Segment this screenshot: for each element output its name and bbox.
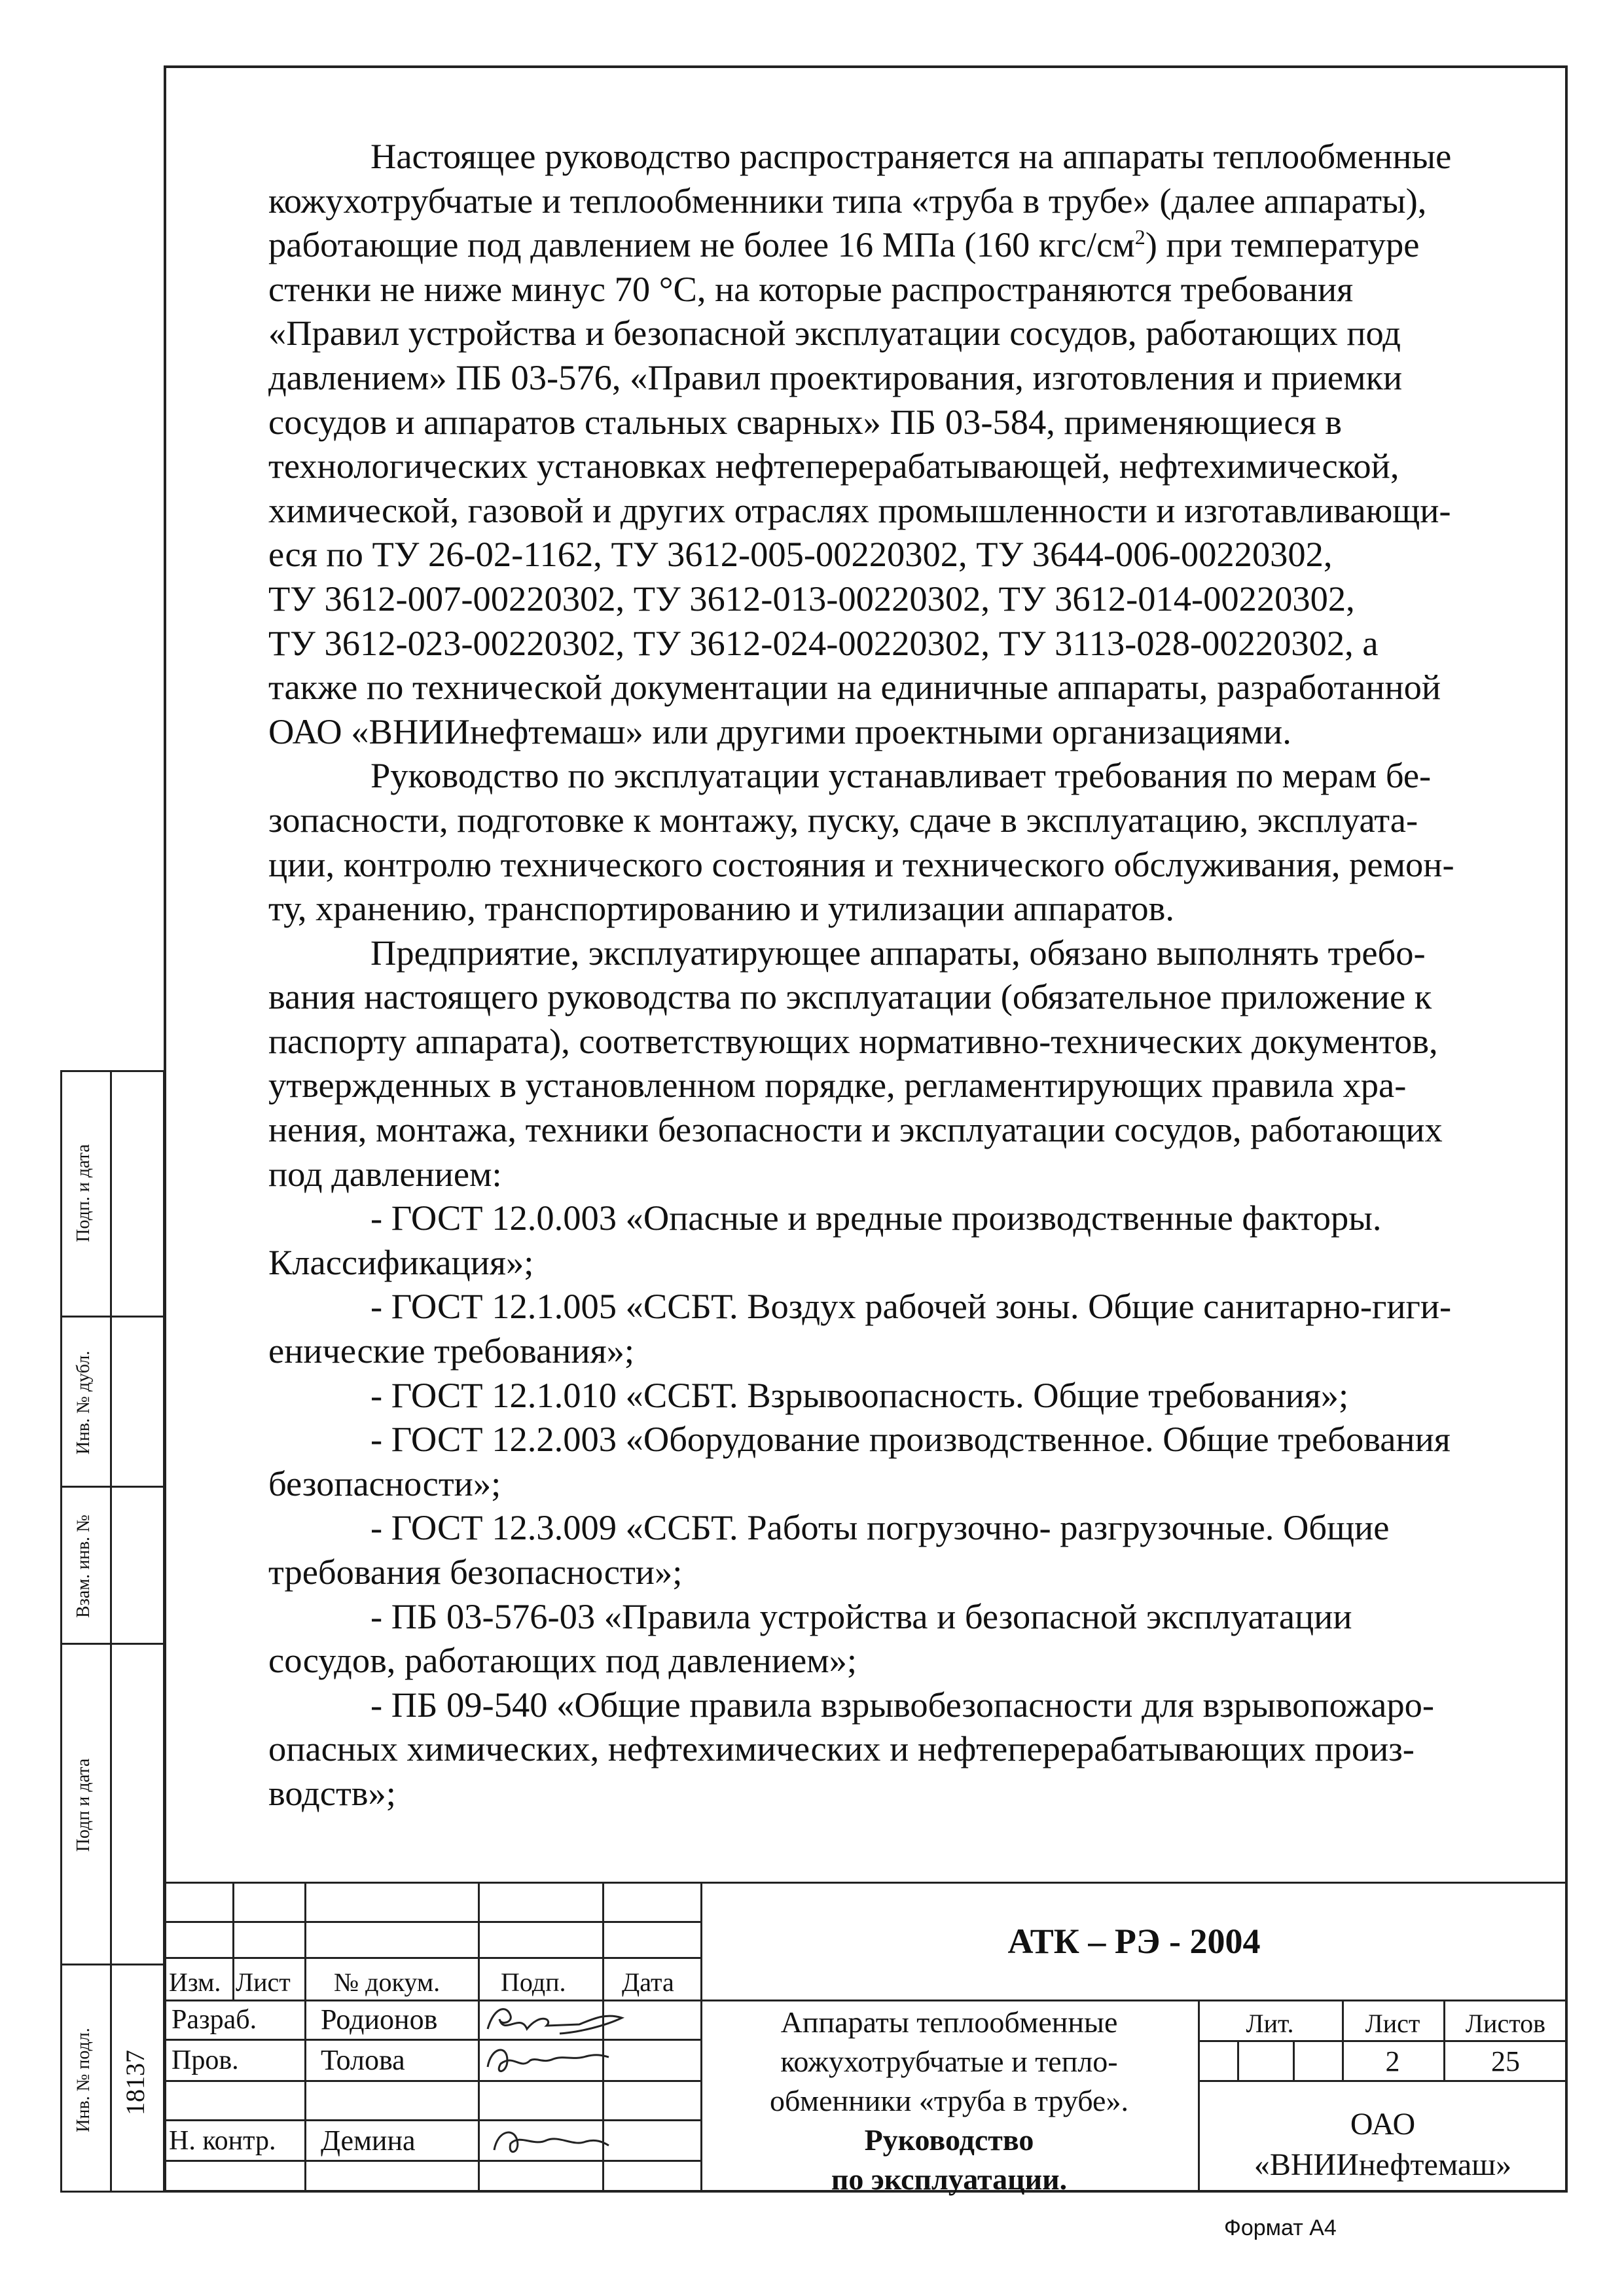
side-label-podp-data-2: Подп и дата: [73, 1758, 94, 1852]
header-izm: Изм.: [169, 1967, 221, 1997]
organization: ОАО «ВНИИнефтемаш»: [1254, 2107, 1512, 2182]
role-checker: Пров.: [171, 2045, 239, 2075]
sheets-count: 25: [1491, 2045, 1520, 2077]
paragraph-obligations: Предприятие, эксплуатирующее аппараты, обязано выполнять требо- вания настоящего руководства по эксплуатации (обязательное приложение к паспорту аппарата), соответствующих нормативно-технических документов, утвержденных в установленном порядке, регламентирующих правила хра- нения, монтажа, техники безопасности и эксплуатации сосудов, работающих под давлением:: [268, 932, 1443, 1194]
superscript: 2: [1134, 225, 1146, 249]
list-item: - ГОСТ 12.2.003 «Оборудование производственное. Общие требования: [370, 1419, 1451, 1460]
side-label-inv-podl: Инв. № подл.: [73, 2028, 94, 2132]
lit-label: Лит.: [1246, 2009, 1294, 2038]
list-item: - ПБ 03-576-03 «Правила устройства и безопасной эксплуатации: [370, 1596, 1352, 1636]
header-signature: Подп.: [501, 1967, 566, 1997]
list-item: - ПБ 09-540 «Общие правила взрывобезопасности для взрывопожаро-: [370, 1684, 1434, 1725]
product-title: Аппараты теплообменные кожухотрубчатые и тепло- обменники «труба в трубе». Руководство по эксплуатации.: [770, 2005, 1128, 2196]
inv-podl-number: 18137: [120, 2050, 150, 2115]
name-developer: Родионов: [321, 2003, 438, 2036]
side-label-vzam-inv: Взам. инв. №: [73, 1515, 94, 1618]
side-label-podp-data: Подп. и дата: [73, 1144, 94, 1242]
document-designation: АТК – РЭ - 2004: [1007, 1922, 1261, 1961]
standards-list: - ГОСТ 12.0.003 «Опасные и вредные производственные факторы. Классификация»; - ГОСТ 12.1.005 «ССБТ. Воздух рабочей зоны. Общие санитарно-гиги- енические требования»; - ГОСТ 12.1.010 «ССБТ. Взрывоопасность. Общие требования»; - ГОСТ 12.2.003 «Оборудование производственное. Общие требования безопасности»; - ГОСТ 12.3.009 «ССБТ. Работы погрузочно- разгрузочные. Общие требования безопасности»; - ПБ 03-576-03 «Правила устройства и безопасной эксплуатации сосудов, работающих под давлением»; - ПБ 09-540 «Общие правила взрывобезопасности для взрывопожаро- опасных химических, нефтехимических и нефтеперерабатывающих произ- водств»;: [268, 1196, 1571, 1815]
header-date: Дата: [622, 1967, 674, 1997]
role-developer: Разраб.: [171, 2005, 257, 2035]
sheets-label: Листов: [1465, 2009, 1546, 2038]
name-norm-control: Демина: [321, 2125, 416, 2157]
paragraph-scope: Настоящее руководство распространяется на аппараты теплообменные кожухотрубчатые и теплообменники типа «труба в трубе» (далее аппараты), работающие под давлением не более 16 МПа (160 кгс/$см^2$) при температуре стенки не ниже минус 70 °С, на которые распространяются требования «Правил устройства и безопасной эксплуатации сосудов, работающих под давлением» ПБ 03-576, «Правил проектирования, изготовления и приемки сосудов и аппаратов стальных сварных» ПБ 03-584, применяющиеся в технологических установках нефтеперерабатывающей, нефтехимической, химической, газовой и других отраслях промышленности и изготавливающи- еся по ТУ 26-02-1162, ТУ 3612-005-00220302, ТУ 3644-006-00220302, ТУ 3612-007-00220302, ТУ 3612-013-00220302, ТУ 3612-014-00220302, ТУ 3612-023-00220302, ТУ 3612-024-00220302, ТУ 3113-028-00220302, а также по технической документации на единичные аппараты, разработанной ОАО «ВНИИнефтемаш» или другими проектными организациями.: [268, 136, 1452, 751]
header-list: Лист: [236, 1967, 291, 1997]
signature-norm-control: [481, 2121, 612, 2160]
document-body: [268, 134, 1571, 1816]
sheet-number: 2: [1385, 2045, 1400, 2077]
name-checker: Толова: [321, 2044, 405, 2076]
sheet-label: Лист: [1365, 2009, 1420, 2038]
format-label: Формат А4: [1224, 2215, 1337, 2240]
list-item: - ГОСТ 12.3.009 «ССБТ. Работы погрузочно- разгрузочные. Общие: [370, 1507, 1390, 1548]
signature-checker: [481, 2041, 612, 2080]
list-item: - ГОСТ 12.1.005 «ССБТ. Воздух рабочей зоны. Общие санитарно-гиги-: [370, 1286, 1452, 1327]
side-label-inv-dubl: Инв. № дубл.: [73, 1350, 94, 1455]
list-item: - ГОСТ 12.0.003 «Опасные и вредные производственные факторы.: [370, 1198, 1382, 1238]
paragraph-requirements: Руководство по эксплуатации устанавливает требования по мерам бе- зопасности, подготовке к монтажу, пуску, сдаче в эксплуатацию, эксплуата- ции, контролю технического состояния и технического обслуживания, ремон- ту, хранению, транспортированию и утилизации аппаратов.: [268, 755, 1454, 929]
list-item: - ГОСТ 12.1.010 «ССБТ. Взрывоопасность. Общие требования»;: [370, 1374, 1349, 1415]
header-doc-number: № докум.: [334, 1967, 441, 1997]
signature-developer: [481, 2000, 632, 2042]
role-norm-control: Н. контр.: [169, 2126, 276, 2156]
